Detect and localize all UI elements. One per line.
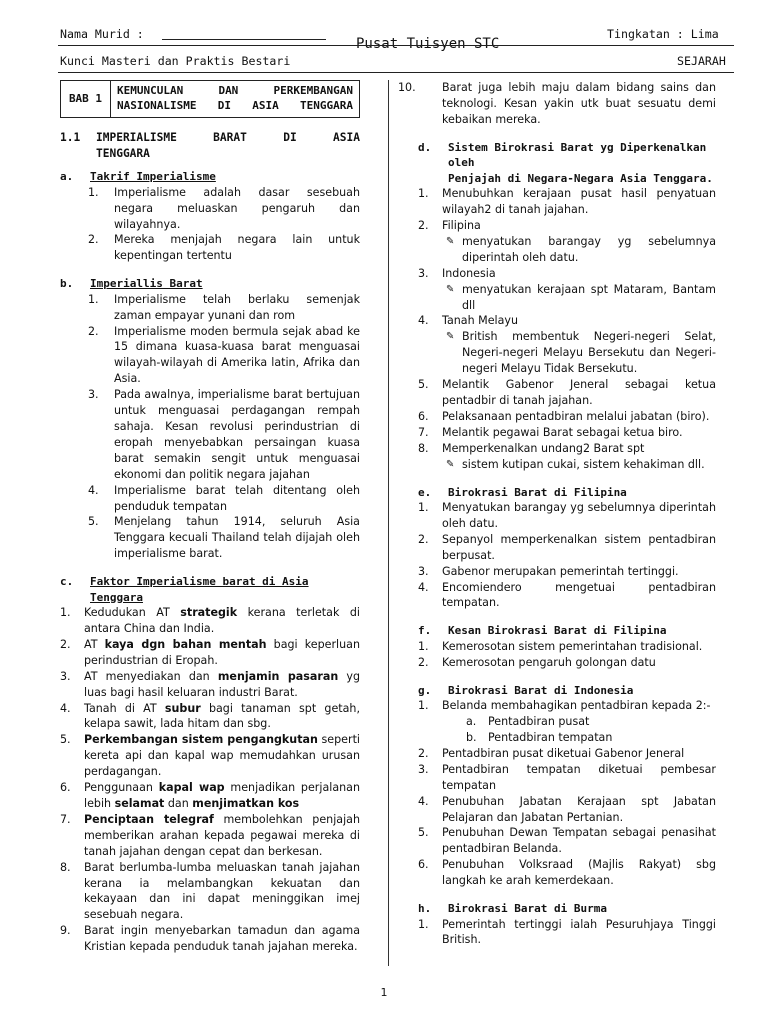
form-level-label: Tingkatan : Lima [607,27,719,41]
item-text: Pelaksanaan pentadbiran melalui jabatan (biro). [442,409,710,423]
topic-title [96,130,360,161]
item-text: Penubuhan Jabatan Kerajaan spt Jabatan Pelajaran dan Jabatan Pertanian. [442,794,716,824]
section-c-heading [60,574,360,605]
item-text: Barat ingin menyebarkan tamadun dan agama Kristian kepada penduduk tanah jajahan mereka. [84,924,360,954]
list-item [60,923,360,955]
chapter-box [60,80,360,118]
section-d-title [448,140,716,187]
list-item [418,409,716,425]
item-text: AT menyediakan dan menjamin pasaran yg luas bagi hasil keluaran industri Barat. [84,669,361,699]
item-number: 2. [418,746,429,760]
list-item [60,732,360,780]
item-text: Tanah di AT subur bagi tanaman spt getah, kelapa sawit, lada hitam dan sbg. [84,701,360,731]
list-item [60,605,360,637]
item-text: Imperialisme adalah dasar sesebuah negara meluaskan pengaruh dan wilayahnya. [114,185,360,231]
section-g-heading [418,683,716,699]
topic-heading [60,130,360,161]
bullet-item [418,457,716,473]
item-text: Sepanyol memperkenalkan sistem pentadbiran berpusat. [442,532,716,562]
item-text: Melantik pegawai Barat sebagai ketua biro. [442,425,683,439]
section-d-heading [418,140,716,187]
item-number: 6. [60,781,71,795]
item-text: Mereka menjajah negara lain untuk kepentingan tertentu [114,233,360,263]
list-item [418,441,716,457]
item-text: Melantik Gabenor Jeneral sebagai ketua pentadbir di tanah jajahan. [442,378,716,407]
bullet-item [418,234,716,266]
item-number: 3. [418,564,429,578]
section-b-heading [60,276,360,292]
item-number: 1. [418,187,429,201]
item-number: 3. [418,762,429,776]
section-c-title: Faktor Imperialisme barat di Asia Tenggara [90,575,309,604]
section-a-label: a. [60,170,74,184]
topic-title-line2: TENGGARA [96,146,150,160]
chapter-title [111,81,359,117]
item-number: 5. [60,733,71,747]
section-f-label: f. [418,624,432,638]
chapter-number: BAB 1 [61,81,111,117]
section-d-title-line2: Penjajah di Negara-Negara Asia Tenggara. [448,171,713,185]
item-number: 1. [418,639,429,653]
item-text: Filipina [442,219,481,233]
item-number: 2. [60,637,71,651]
item-text: Penubuhan Volksraad (Majlis Rakyat) sbg langkah ke arah kemerdekaan. [442,858,716,888]
item-text: Tanah Melayu [442,314,518,328]
item-text: Kemerosotan pengaruh golongan datu [442,655,656,669]
item-number: 4. [418,794,429,808]
center-title: Pusat Tuisyen STC [356,36,500,52]
item-text: Penggunaan kapal wap menjadikan perjalanan lebih selamat dan menjimatkan kos [84,781,360,810]
student-name-label: Nama Murid : [60,27,144,41]
item-number: 5. [418,826,429,840]
bullet-item [418,329,716,377]
item-text: Menjelang tahun 1914, seluruh Asia Tenggara kecuali Thailand telah dijajah oleh imperialisme barat. [114,515,360,561]
topic-title-line1: IMPERIALISME BARAT DI ASIA [96,131,360,144]
item-number: 4. [418,314,429,328]
section-b-title: Imperiallis Barat [90,277,203,291]
chapter-title-line1: KEMUNCULAN DAN PERKEMBANGAN [117,84,353,97]
list-item [60,812,360,860]
sub-item-letter: b. [466,731,477,744]
item-number: 5. [418,378,429,392]
sub-item-text: Pentadbiran tempatan [488,731,613,744]
list-item [60,514,360,562]
bullet-text: menyatukan kerajaan spt Mataram, Bantam dll [462,282,716,312]
item-text: Perkembangan sistem pengangkutan seperti kereta api dan kapal wap memudahkan urusan perdagangan. [84,733,360,779]
sub-item [418,730,716,746]
item-number: 3. [60,669,71,683]
item-text: Menubuhkan kerajaan pusat hasil penyatuan wilayah2 di tanah jajahan. [442,187,716,217]
list-item [60,232,360,264]
section-h-label: h. [418,902,432,916]
section-g-title: Birokrasi Barat di Indonesia [448,683,634,697]
list-item [418,857,716,889]
item-text: Gabenor merupakan pemerintah tertinggi. [442,564,679,578]
list-item [418,186,716,218]
list-item [60,780,360,812]
section-f-title: Kesan Birokrasi Barat di Filipina [448,624,667,638]
section-e-label: e. [418,485,432,499]
item-number: 6. [418,858,429,872]
list-item [398,80,716,128]
list-item [418,218,716,234]
list-item [60,185,360,233]
list-item [418,500,716,532]
list-item [60,483,360,515]
item-text: Barat juga lebih maju dalam bidang sains dan teknologi. Kesan yakin utk buat sesuatu demi kebaikan mereka. [442,81,716,126]
item-text: Encomiendero mengetuai pentadbiran tempatan. [442,580,716,610]
pencil-bullet-icon: ✎ [446,235,455,247]
item-number: 7. [418,425,429,439]
item-number: 2. [418,532,429,546]
section-c-label: c. [60,575,74,589]
item-number: 1. [60,606,71,620]
item-number: 1. [88,185,99,199]
section-h-title: Birokrasi Barat di Burma [448,902,607,916]
item-text: Menyatukan barangay yg sebelumnya diperintah oleh datu. [442,501,716,530]
section-a-title: Takrif Imperialisme [90,170,216,184]
list-item [60,669,360,701]
list-item [418,580,716,612]
subject-label: SEJARAH [677,54,726,68]
item-number: 1. [418,699,429,713]
item-text: Memperkenalkan undang2 Barat spt [442,441,645,455]
bullet-item [418,282,716,314]
bullet-text: British membentuk Negeri-negeri Selat, Negeri-negeri Melayu Bersekutu dan Negeri-negeri Melayu Tidak Bersekutu. [462,330,716,376]
item-number: 3. [88,388,99,402]
list-item [60,292,360,324]
item-text: Belanda membahagikan pentadbiran kepada 2:- [442,699,711,713]
page-number: 1 [380,986,388,999]
section-e-heading [418,485,716,501]
item-text: Imperialisme moden bermula sejak abad ke 15 dimana kuasa-kuasa barat menguasai wilayah-wilayah di Amerika latin, Afrika dan Asia. [114,324,360,386]
header-rule-bottom [58,72,734,73]
list-item [418,825,716,857]
list-item [418,564,716,580]
sub-item-letter: a. [466,715,477,729]
pencil-bullet-icon: ✎ [446,283,455,295]
item-number: 2. [88,233,99,247]
item-text: Pemerintah tertinggi ialah Pesuruhjaya Tinggi British. [442,917,716,947]
list-item [60,637,360,669]
section-d-label: d. [418,140,432,154]
list-item [418,655,716,671]
list-item [418,266,716,282]
pencil-bullet-icon: ✎ [446,331,455,343]
left-column [60,80,360,955]
item-number: 9. [60,924,71,938]
list-item [60,860,360,924]
item-number: 1. [88,292,99,306]
section-e-title: Birokrasi Barat di Filipina [448,485,627,499]
item-number: 3. [418,266,429,280]
item-text: Indonesia [442,266,496,280]
list-item [418,377,716,409]
list-item [418,698,716,714]
section-a-heading [60,169,360,185]
list-item [418,532,716,564]
topic-label: 1.1 [60,131,81,144]
item-number: 7. [60,812,71,826]
list-item [60,387,360,482]
item-text: Kemerosotan sistem pemerintahan tradisional. [442,639,703,653]
list-item [418,794,716,826]
item-number: 2. [88,324,99,338]
item-text: Barat berlumba-lumba meluaskan tanah jajahan kerana ia melambangkan kekuatan dan kekayaan dan ini dapat meninggikan imej sesebuah negara. [84,860,360,922]
list-item [60,324,360,388]
list-item [418,762,716,794]
list-item [418,917,716,949]
column-divider [388,80,389,966]
item-number: 8. [60,860,71,874]
right-column [398,80,716,948]
sub-item-text: Pentadbiran pusat [488,715,590,729]
list-item [418,746,716,762]
item-number: 4. [60,701,71,715]
list-item [418,425,716,441]
item-text: Penubuhan Dewan Tempatan sebagai penasihat pentadbiran Belanda. [442,826,716,856]
section-b-label: b. [60,277,74,291]
item-text: Pentadbiran pusat diketuai Gabenor Jeneral [442,746,685,760]
bullet-text: sistem kutipan cukai, sistem kehakiman dll. [462,457,705,471]
item-text: Pentadbiran tempatan diketuai pembesar tempatan [442,762,716,792]
item-number: 4. [418,580,429,594]
bullet-text: menyatukan barangay yg sebelumnya diperintah oleh datu. [462,234,716,264]
item-number: 1. [418,917,429,931]
list-item [418,313,716,329]
item-number: 5. [88,515,99,529]
item-text: Pada awalnya, imperialisme barat bertujuan untuk menguasai perdagangan rempah sahaja. Kesan revolusi perindustrian di eropah menyebabkan persaingan kuasa barat semakin sengit untuk menguasai ekonomi dan politik negara jajahan [114,388,360,481]
list-item [60,701,360,733]
section-h-heading [418,901,716,917]
section-d-title-line1: Sistem Birokrasi Barat yg Diperkenalkan oleh [448,140,707,170]
item-text: Penciptaan telegraf membolehkan penjajah memberikan arahan kepada pegawai mereka di tanah jajahan dengan cepat dan berkesan. [84,812,360,858]
item-text: AT kaya dgn bahan mentah bagi keperluan perindustrian di Eropah. [84,637,361,667]
item-number: 2. [418,655,429,669]
item-number: 6. [418,409,429,423]
header-rule-top [58,45,734,46]
item-number: 8. [418,441,429,455]
item-text: Imperialisme telah berlaku semenjak zaman empayar yunani dan rom [114,292,360,322]
list-item [418,639,716,655]
section-f-heading [418,623,716,639]
item-number: 2. [418,219,429,233]
student-name-blank [162,27,326,40]
pencil-bullet-icon: ✎ [446,458,455,470]
item-number: 10. [398,81,416,94]
item-number: 4. [88,483,99,497]
section-g-label: g. [418,683,432,697]
chapter-title-line2: NASIONALISME DI ASIA TENGGARA [117,99,353,112]
sub-item [418,714,716,730]
item-number: 1. [418,501,429,515]
item-text: Imperialisme barat telah ditentang oleh penduduk tempatan [114,483,360,513]
item-text: Kedudukan AT strategik kerana terletak di antara China dan India. [84,606,360,636]
subtitle: Kunci Masteri dan Praktis Bestari [60,54,291,68]
